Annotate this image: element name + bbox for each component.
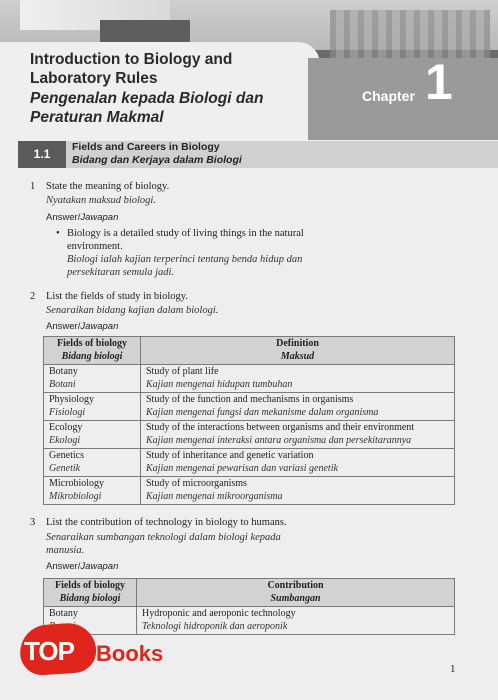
col-header-contribution: Contribution Sumbangan bbox=[137, 579, 455, 607]
contribution-table bbox=[43, 578, 455, 635]
answer-label-3: Answer/Jawapan bbox=[46, 561, 119, 572]
logo-books-text: Books bbox=[96, 641, 164, 666]
table-row: Genetics Genetik Study of inheritance and genetic variation Kajian mengenai pewarisan dan variasi genetik bbox=[44, 449, 455, 477]
chapter-label: Chapter bbox=[362, 88, 415, 104]
question-1-number: 1 bbox=[30, 181, 36, 192]
col-header-field: Fields of biology Bidang biologi bbox=[44, 337, 141, 365]
section-title-malay: Bidang dan Kerjaya dalam Biologi bbox=[72, 154, 242, 166]
table-row: Microbiology Mikrobiologi Study of microorganisms Kajian mengenai mikroorganisma bbox=[44, 477, 455, 505]
chapter-number: 1 bbox=[425, 54, 453, 110]
table-row: Botany Botani Study of plant life Kajian mengenai hidupan tumbuhan bbox=[44, 365, 455, 393]
question-1-text: State the meaning of biology. bbox=[46, 181, 170, 192]
answer-label-1: Answer/Jawapan bbox=[46, 212, 119, 223]
answer-1-malay: Biologi ialah kajian terperinci tentang benda hidup dan persekitaran semula jadi. bbox=[67, 254, 303, 278]
col-header-definition: Definition Maksud bbox=[141, 337, 455, 365]
question-1-translation: Nyatakan maksud biologi. bbox=[46, 195, 156, 206]
answer-label-2: Answer/Jawapan bbox=[46, 321, 119, 332]
answer-1-english: Biology is a detailed study of living things in the natural environment. bbox=[67, 228, 304, 252]
section-number: 1.1 bbox=[18, 141, 66, 168]
section-title-english: Fields and Careers in Biology bbox=[72, 141, 220, 153]
fields-table bbox=[43, 336, 455, 505]
col-header-field: Fields of biology Bidang biologi bbox=[44, 579, 137, 607]
chapter-title-english: Introduction to Biology and Laboratory Rules bbox=[30, 51, 233, 87]
question-2-translation: Senaraikan bidang kajian dalam biologi. bbox=[46, 305, 219, 316]
question-3-translation: Senaraikan sumbangan teknologi dalam biologi kepada manusia. bbox=[46, 532, 281, 556]
chapter-title-malay: Pengenalan kepada Biologi dan Peraturan Makmal bbox=[30, 90, 264, 126]
question-3-number: 3 bbox=[30, 517, 36, 528]
question-2-number: 2 bbox=[30, 291, 36, 302]
question-3-text: List the contribution of technology in biology to humans. bbox=[46, 517, 287, 528]
bullet-icon: • bbox=[56, 228, 60, 239]
table-row: Ecology Ekologi Study of the interactions between organisms and their environment Kajian mengenai interaksi antara organisma dan persekitarannya bbox=[44, 421, 455, 449]
page-number: 1 bbox=[450, 663, 456, 675]
question-2-text: List the fields of study in biology. bbox=[46, 291, 188, 302]
table-row: Physiology Fisiologi Study of the function and mechanisms in organisms Kajian mengenai fungsi dan mekanisme dalam organisma bbox=[44, 393, 455, 421]
table-row: Botany Hydroponic and aeroponic technology Teknologi hidroponik dan aeroponik bbox=[44, 607, 455, 635]
logo-top-text: TOP bbox=[24, 636, 74, 666]
